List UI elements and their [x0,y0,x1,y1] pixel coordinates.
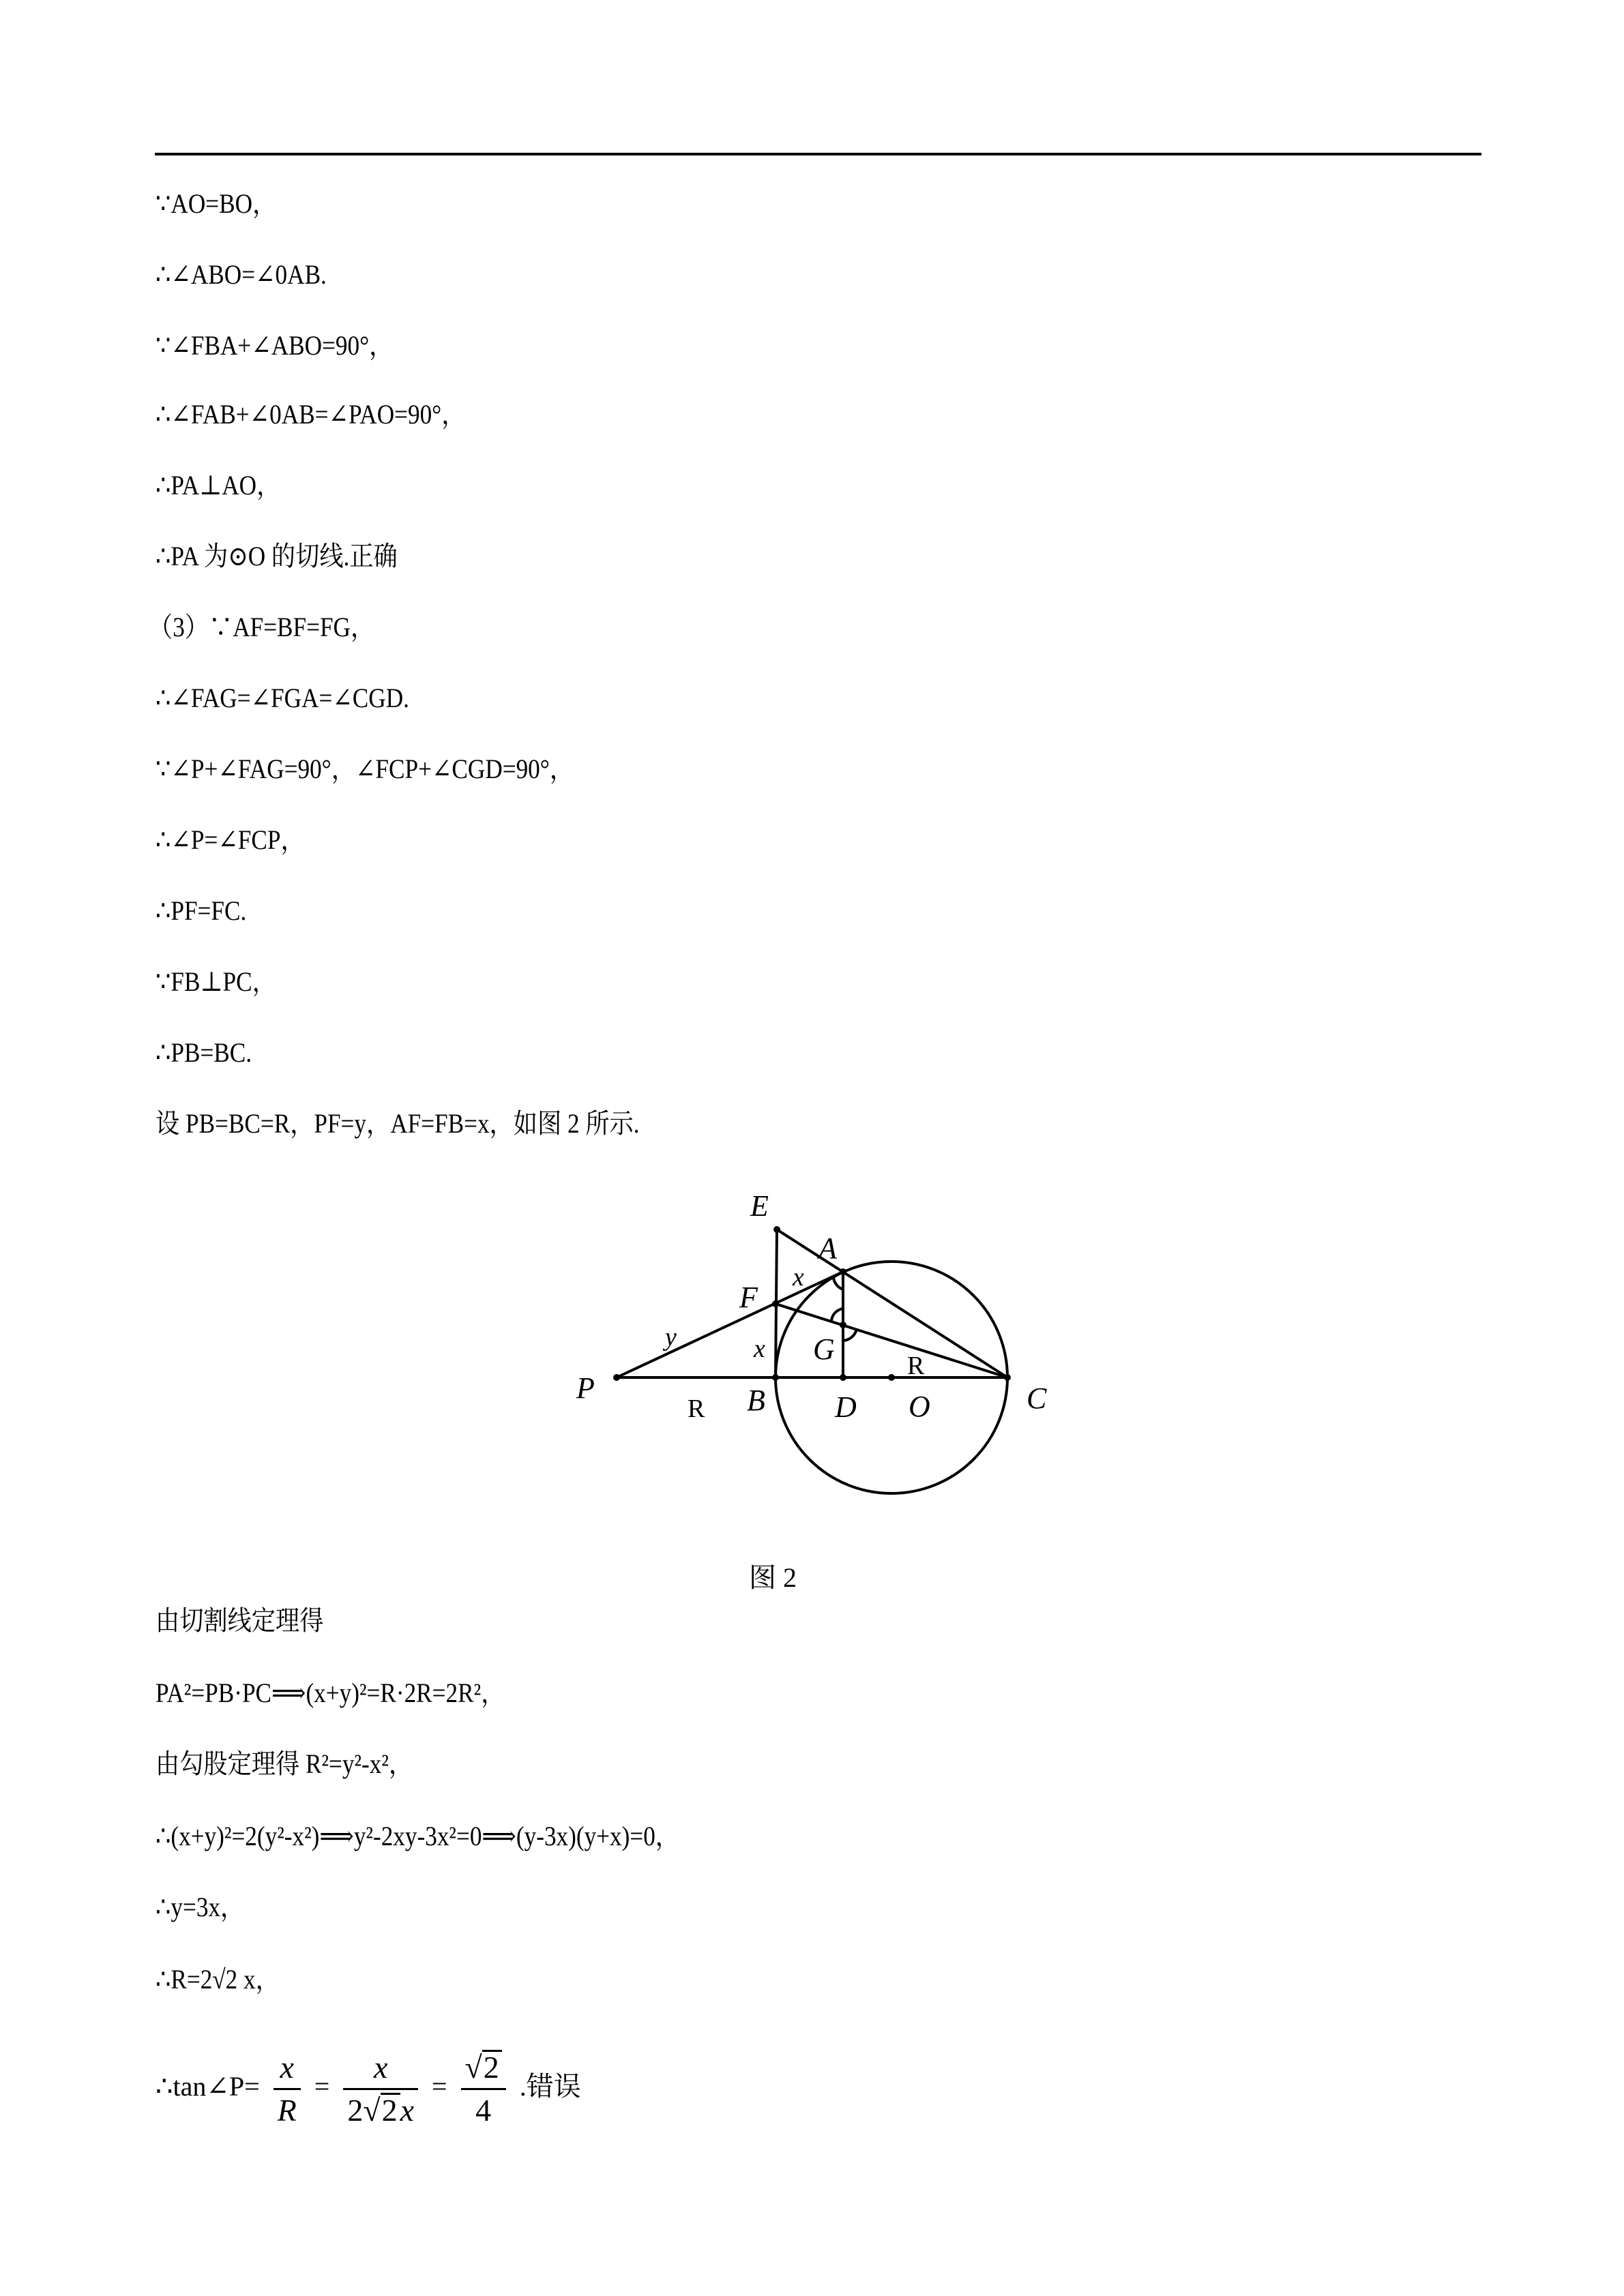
segment-label-x-upper: x [793,1263,804,1292]
point-label-p: P [576,1371,595,1405]
proof-line-17: 由勾股定理得 R²=y²-x²， [156,1748,413,1779]
geometry-figure-2 [559,1187,1078,1514]
proof-line-13: ∴PB=BC. [156,1037,252,1068]
fraction-x-over-2sqrt2x: $\frac{x}{2√2x}$ [343,2047,418,2131]
tan-prefix: ∴tan∠P= [156,2071,260,2102]
angle-arc-g-upper [831,1309,843,1321]
point-label-g: G [813,1332,835,1366]
equals-sign: = [314,2071,330,2102]
segment-label-y: y [665,1323,677,1352]
segment-label-x-lower: x [754,1335,765,1363]
proof-line-2: ∴∠ABO=∠0AB. [156,259,327,290]
angle-arc-a [833,1278,843,1289]
proof-line-4: ∴∠FAB+∠0AB=∠PAO=90°， [156,399,466,430]
fraction-x-over-r: $\frac{x}{R}$ [274,2047,301,2131]
equals-sign-2: = [431,2071,447,2102]
proof-line-20: ∴R=2√2 x， [156,1964,280,1995]
point-label-d: D [835,1390,857,1424]
proof-line-14: 设 PB=BC=R，PF=y，AF=FB=x，如图 2 所示. [156,1108,640,1139]
segment-fc [776,1304,1007,1377]
proof-line-8: ∴∠FAG=∠FGA=∠CGD. [156,683,409,713]
proof-line-7: （3）∵AF=BF=FG， [149,612,375,642]
verdict-text: .错误 [519,2071,581,2102]
segment-label-r-right: R [907,1352,925,1380]
proof-line-16: PA²=PB·PC⟹(x+y)²=R·2R=2R²， [156,1678,505,1708]
segment-label-r-left: R [688,1395,705,1423]
proof-line-19: ∴y=3x， [156,1892,245,1922]
proof-line-3: ∵∠FBA+∠ABO=90°， [156,330,394,361]
point-label-a: A [818,1232,837,1265]
point-label-b: B [747,1384,765,1417]
proof-line-5: ∴PA⊥AO， [156,470,281,501]
proof-line-1: ∵AO=BO， [156,188,277,219]
segment-pa [617,1272,843,1377]
tan-conclusion-line [156,2039,581,2134]
fraction-sqrt2-over-4: $\frac{√2}{4}$ [461,2047,506,2131]
point-label-c: C [1027,1382,1047,1415]
proof-line-15: 由切割线定理得 [156,1605,324,1636]
segment-ec [777,1229,1007,1377]
figure-caption: 图 2 [749,1562,797,1593]
point-label-o: O [909,1390,930,1423]
proof-line-12: ∵FB⊥PC， [156,966,276,997]
proof-line-10: ∴∠P=∠FCP， [156,824,305,855]
header-rule [155,153,1481,155]
proof-line-11: ∴PF=FC. [156,895,247,926]
proof-line-18: ∴(x+y)²=2(y²-x²)⟹y²-2xy-3x²=0⟹(y-3x)(y+x)=0， [156,1821,680,1851]
point-label-f: F [739,1281,758,1314]
angle-arc-g-lower [843,1329,857,1341]
proof-line-9: ∵∠P+∠FAG=90°，∠FCP+∠CGD=90°， [156,754,574,784]
proof-line-6: ∴PA 为⊙O 的切线.正确 [156,541,398,571]
point-label-e: E [750,1189,769,1223]
